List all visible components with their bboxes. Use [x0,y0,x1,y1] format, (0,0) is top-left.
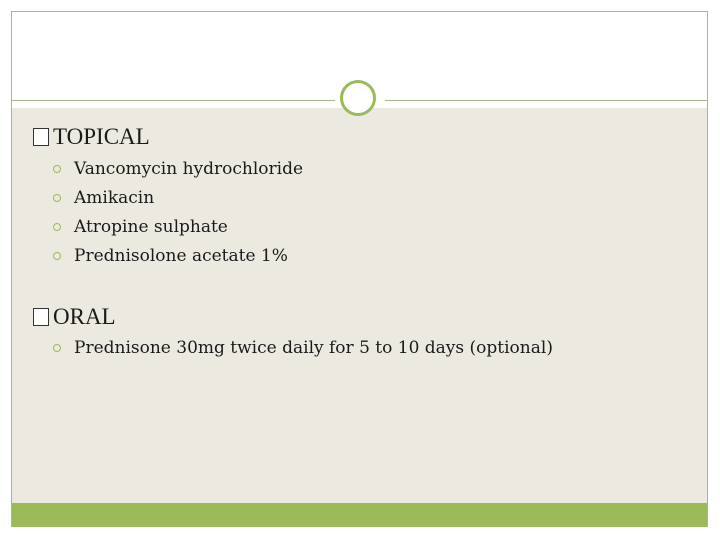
list-item [33,334,553,363]
oral-list [33,334,553,363]
checkbox-icon [33,308,49,326]
list-item-text: Vancomycin hydrochloride [74,159,304,179]
list-item [33,213,303,242]
section-topical [33,124,303,271]
circle-bullet-icon [53,223,61,231]
section-title-oral [33,304,553,330]
checkbox-icon [33,128,49,146]
circle-bullet-icon [53,344,61,352]
circle-bullet-icon [53,252,61,260]
footer-bar [12,503,707,527]
circle-bullet-icon [53,194,61,202]
list-item [33,242,303,271]
circle-bullet-icon [53,165,61,173]
list-item [33,155,303,184]
list-item [33,184,303,213]
section-oral [33,304,553,363]
list-item-text: Prednisolone acetate 1% [74,246,288,266]
topical-list [33,155,303,271]
divider-circle-icon [340,80,376,116]
list-item-text: Prednisone 30mg twice daily for 5 to 10 days (optional) [74,338,553,358]
section-title-text: ORAL [53,304,116,329]
title-divider-left [12,100,335,101]
list-item-text: Amikacin [74,188,155,208]
section-title-topical [33,124,303,150]
section-title-text: TOPICAL [53,124,150,149]
list-item-text: Atropine sulphate [74,217,228,237]
title-divider-right [385,100,707,101]
